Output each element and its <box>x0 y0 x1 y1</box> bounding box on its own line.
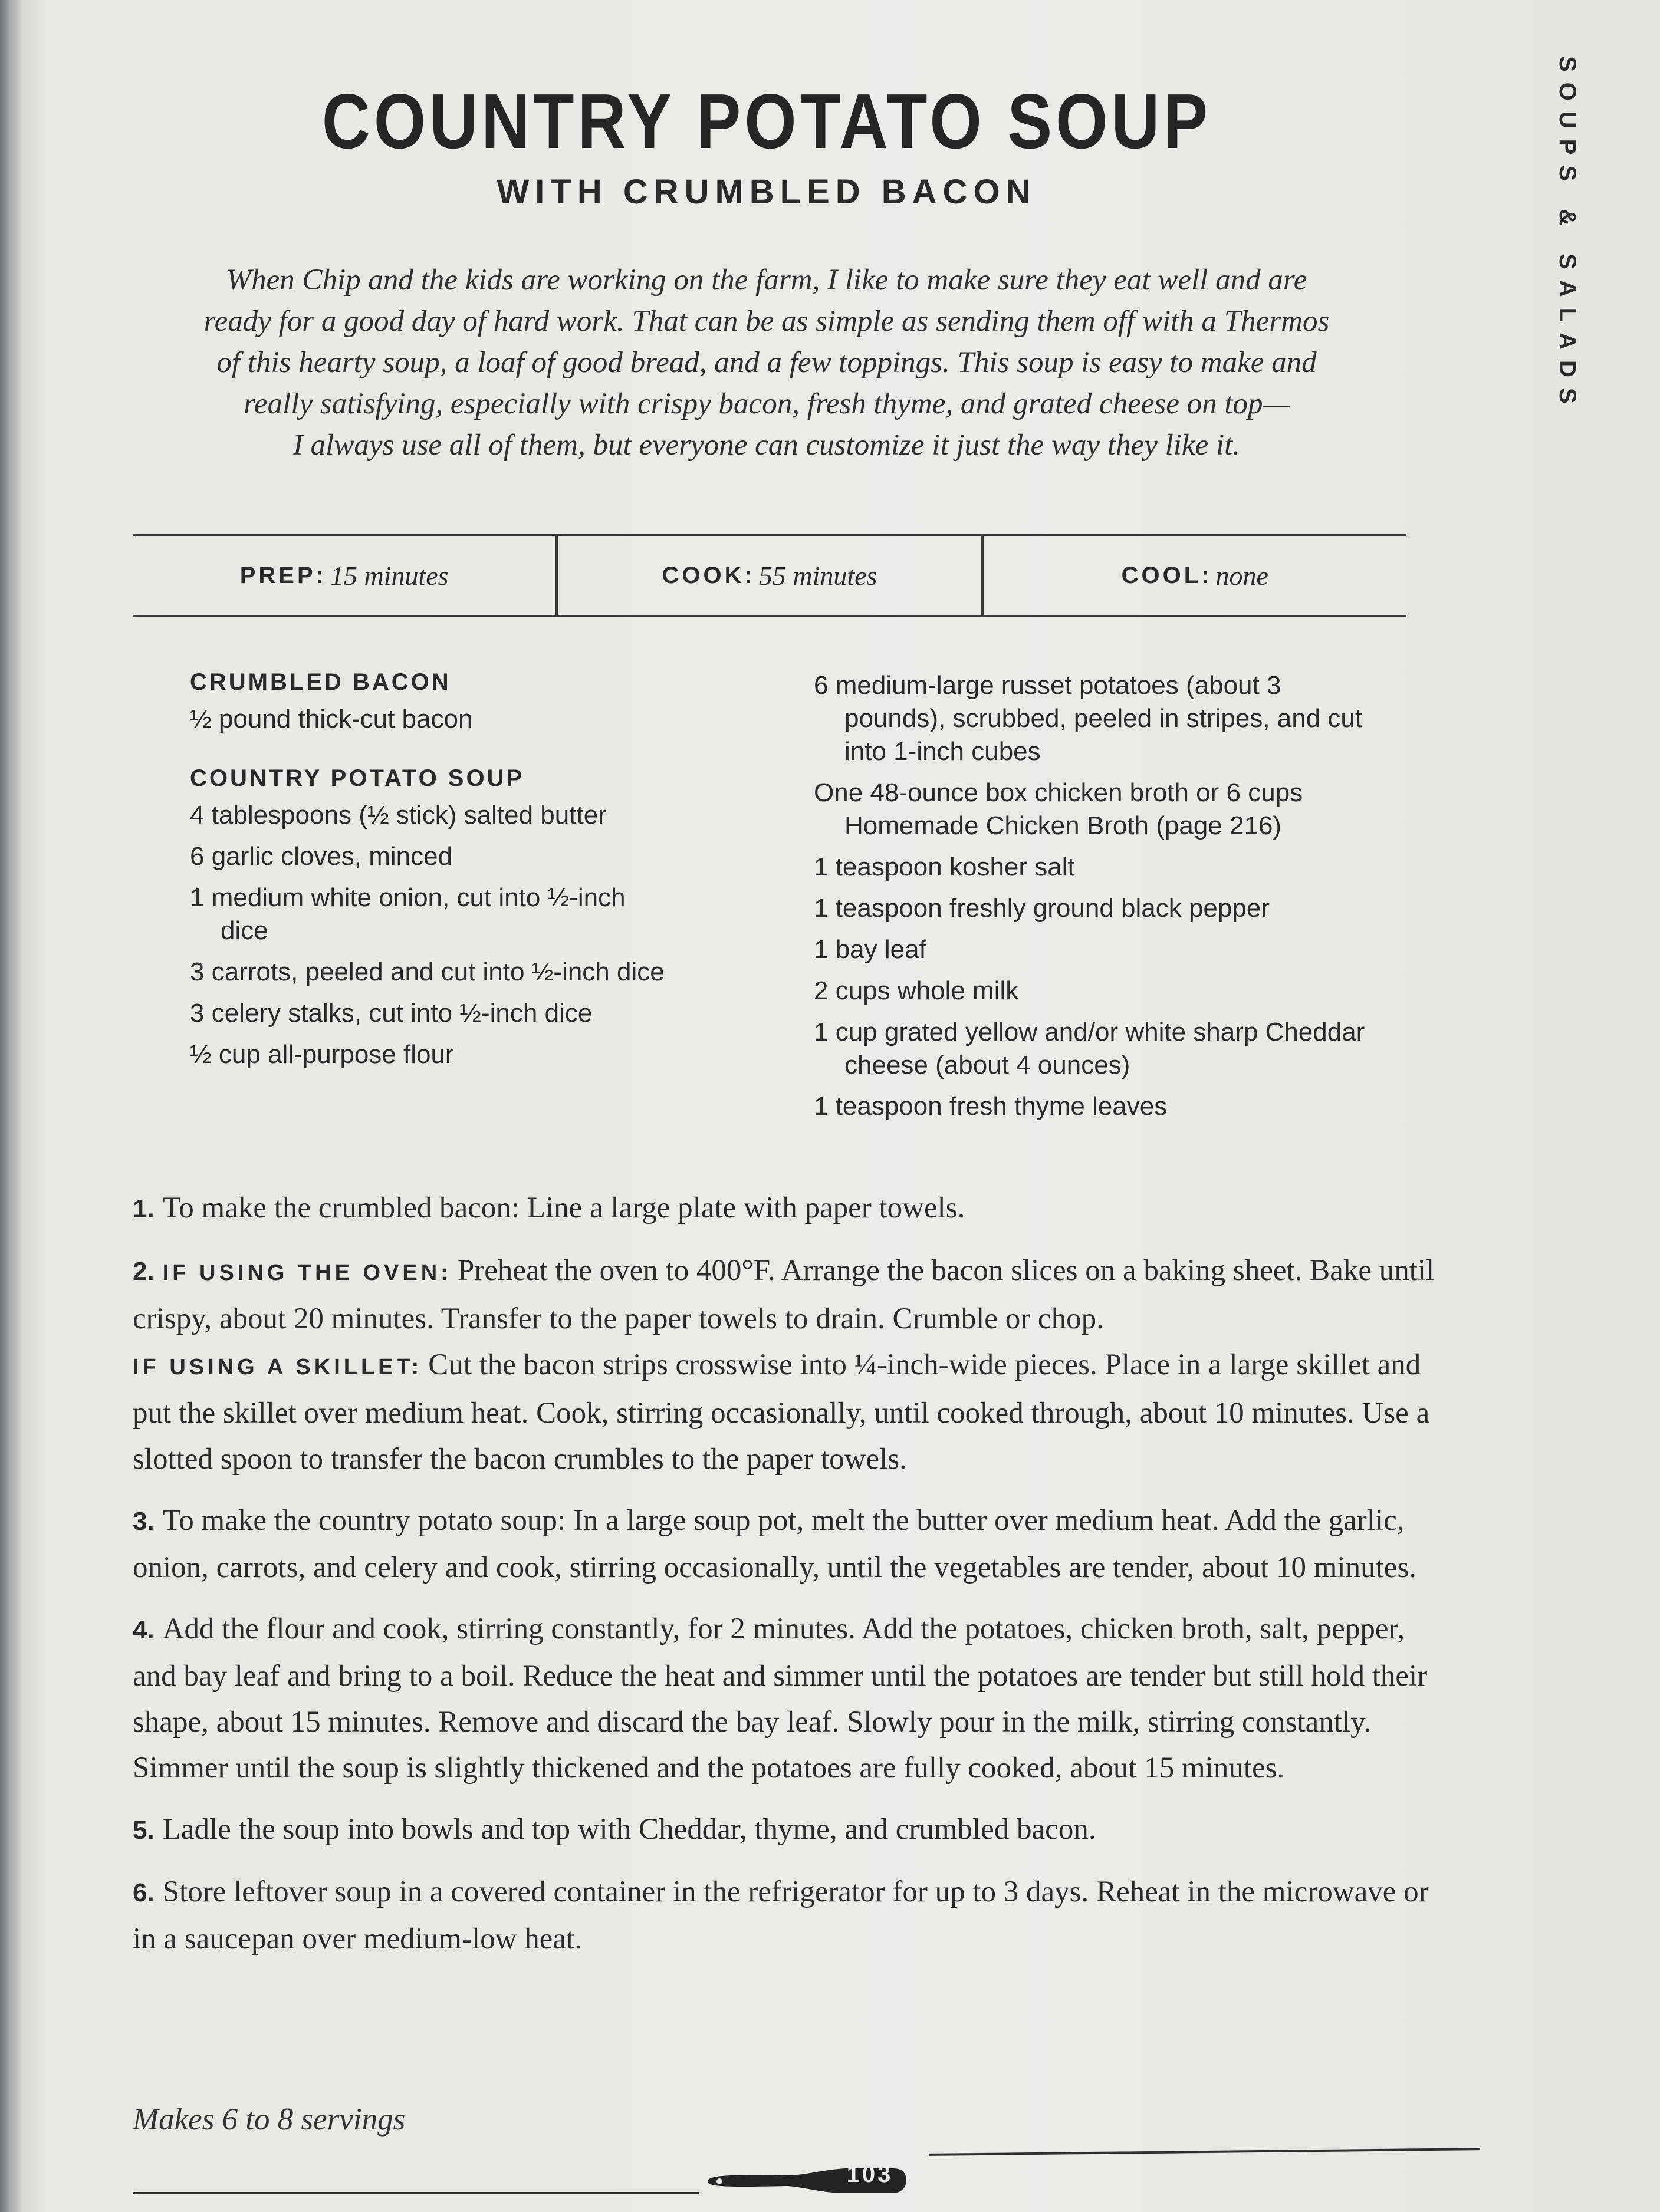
step-2 <box>133 1247 1454 1342</box>
step-text: Ladle the soup into bowls and top with Cheddar, thyme, and crumbled bacon. <box>162 1813 1096 1846</box>
footer-rule-right <box>929 2148 1480 2156</box>
recipe-title: COUNTRY POTATO SOUP <box>321 78 1212 164</box>
step-3 <box>133 1497 1454 1591</box>
step-text: To make the country potato soup: In a large soup pot, melt the butter over medium heat. Add the garlic, onion, carrots, and celery and cook, stirring occasionally, until the vegetables are tender, about 10 minutes. <box>133 1504 1417 1584</box>
ingredient-item: One 48-ounce box chicken broth or 6 cups Homemade Chicken Broth (page 216) <box>814 778 1303 840</box>
instructions <box>133 1185 1454 1977</box>
step-text: Cut the bacon strips crosswise into ¼-inch-wide pieces. Place in a large skillet and put the skillet over medium heat. Cook, stirring occasionally, until cooked through, about 10 minutes. Use a slotted spoon to transfer the bacon crumbles to the paper towels. <box>133 1348 1430 1476</box>
intro-line: I always use all of them, but everyone can customize it just the way they like it. <box>292 429 1241 462</box>
step-number: 6. <box>133 1878 155 1907</box>
cool-time <box>981 536 1406 615</box>
ingredient-item: 3 celery stalks, cut into ½-inch dice <box>190 999 593 1028</box>
step-text: To make the crumbled bacon: Line a large plate with paper towels. <box>162 1191 965 1224</box>
ingredient-item: 6 medium-large russet potatoes (about 3 pounds), scrubbed, peeled in stripes, and cut into 1-inch cubes <box>814 671 1363 766</box>
step-2-skillet <box>133 1342 1454 1482</box>
prep-value: 15 minutes <box>330 560 449 591</box>
ingredient-item: 4 tablespoons (½ stick) salted butter <box>190 801 607 830</box>
step-caption: IF USING THE OVEN: <box>162 1260 452 1285</box>
step-text: Preheat the oven to 400°F. Arrange the bacon slices on a baking sheet. Bake until crispy, about 20 minutes. Transfer to the paper towels to drain. Crumble or chop. <box>133 1254 1435 1335</box>
recipe-subtitle: WITH CRUMBLED BACON <box>497 173 1037 211</box>
step-5 <box>133 1806 1454 1854</box>
cool-label: COOL: <box>1121 562 1212 588</box>
yield-text: Makes 6 to 8 servings <box>133 2102 406 2137</box>
footer-rule-left <box>133 2192 699 2194</box>
step-text: Store leftover soup in a covered container in the refrigerator for up to 3 days. Reheat in the microwave or in a saucepan over medium-low heat. <box>133 1875 1429 1956</box>
page-number: 103 <box>846 2161 893 2187</box>
bacon-heading: CRUMBLED BACON <box>190 669 451 695</box>
cool-value: none <box>1215 560 1268 591</box>
step-number: 3. <box>133 1507 155 1536</box>
step-number: 1. <box>133 1194 155 1223</box>
ingredient-item: 1 teaspoon freshly ground black pepper <box>814 894 1270 923</box>
intro-line: really satisfying, especially with crispy bacon, fresh thyme, and grated cheese on top— <box>244 387 1290 420</box>
ingredient-item: 1 cup grated yellow and/or white sharp Cheddar cheese (about 4 ounces) <box>814 1018 1365 1079</box>
step-number: 5. <box>133 1816 155 1845</box>
step-number: 2. <box>133 1257 155 1286</box>
time-info-bar <box>133 534 1406 617</box>
intro-line: When Chip and the kids are working on the farm, I like to make sure they eat well and are <box>226 264 1307 297</box>
step-number: 4. <box>133 1615 155 1644</box>
step-6 <box>133 1869 1454 1962</box>
soup-heading: COUNTRY POTATO SOUP <box>190 765 525 791</box>
ingredient-item: 2 cups whole milk <box>814 976 1019 1005</box>
intro-paragraph <box>147 259 1386 466</box>
step-4 <box>133 1606 1454 1791</box>
ingredient-item: ½ pound thick-cut bacon <box>190 705 473 733</box>
step-1 <box>133 1185 1454 1232</box>
ingredient-item: 1 medium white onion, cut into ½-inch dice <box>190 883 626 945</box>
ingredient-item: 1 bay leaf <box>814 935 926 964</box>
cook-value: 55 minutes <box>758 560 877 591</box>
intro-line: of this hearty soup, a loaf of good bread, and a few toppings. This soup is easy to make and <box>216 346 1317 379</box>
ingredient-item: 1 teaspoon fresh thyme leaves <box>814 1092 1168 1121</box>
prep-label: PREP: <box>239 562 327 588</box>
ingredients-left-column <box>190 669 679 1079</box>
prep-time <box>133 536 555 615</box>
ingredient-item: 6 garlic cloves, minced <box>190 842 453 871</box>
step-caption: IF USING A SKILLET: <box>133 1355 423 1380</box>
intro-line: ready for a good day of hard work. That can be as simple as sending them off with a Thermos <box>203 305 1330 338</box>
step-text: Add the flour and cook, stirring constantly, for 2 minutes. Add the potatoes, chicken broth, salt, pepper, and bay leaf and bring to a boil. Reduce the heat and simmer until the potatoes are tender but still hold their shape, about 15 minutes. Remove and discard the bay leaf. Slowly pour in the milk, stirring constantly. Simmer until the soup is slightly thickened and the potatoes are fully cooked, about 15 minutes. <box>133 1612 1428 1785</box>
ingredient-item: 1 teaspoon kosher salt <box>814 852 1075 881</box>
ingredients-right-column <box>814 669 1380 1131</box>
section-tab-label: SOUPS & SALADS <box>1554 56 1580 414</box>
cook-time <box>555 536 981 615</box>
ingredient-item: 3 carrots, peeled and cut into ½-inch dice <box>190 957 665 986</box>
ingredient-item: ½ cup all-purpose flour <box>190 1040 454 1069</box>
cook-label: COOK: <box>662 562 755 588</box>
